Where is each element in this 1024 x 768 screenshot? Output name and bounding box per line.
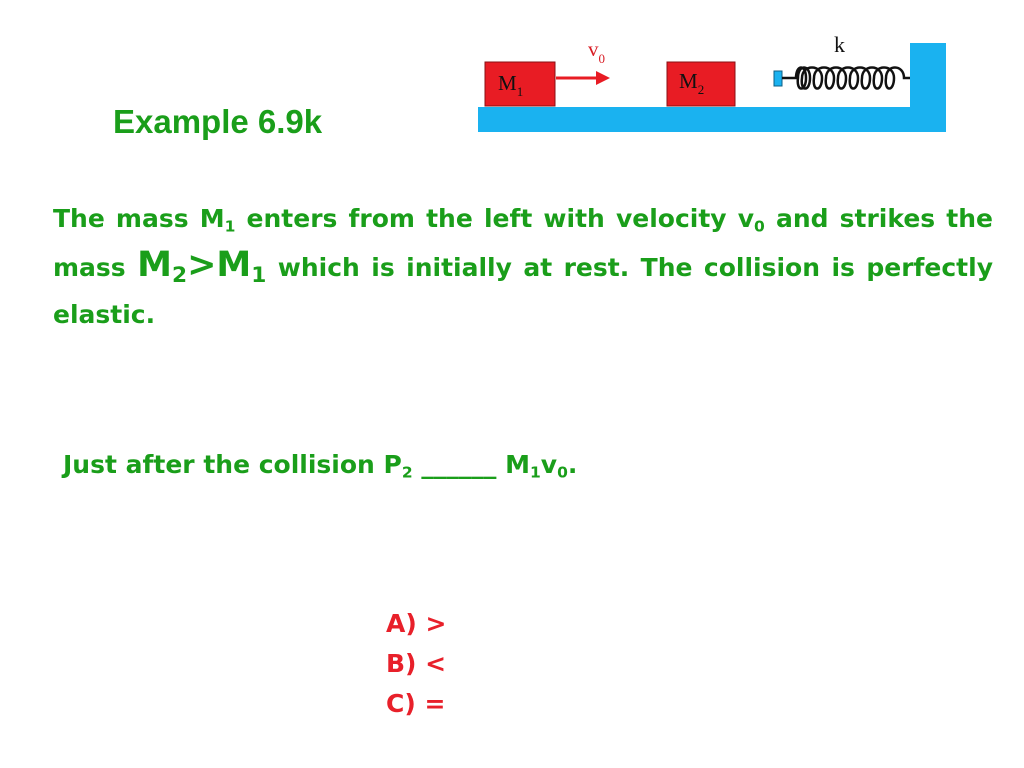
option-a[interactable]: A) > [386,609,447,638]
option-b[interactable]: B) < [386,649,447,678]
mass-1-label: $M_1$ [498,71,524,99]
velocity-arrowhead [596,71,610,85]
answer-options [386,604,446,724]
spring-end-cap [774,71,782,86]
collision-diagram [476,34,948,136]
mass-comparison: $M_2>M_1$ [137,245,267,289]
track [478,107,946,132]
question-text: Just after the collision $P_2$ ______ $M_1v_0$. [63,450,578,482]
velocity-label: $v_0$ [588,37,605,66]
spring-constant-label: k [834,34,845,57]
slide-title: Example 6.9k [113,103,323,140]
wall [910,43,946,132]
problem-statement: The mass $M_1$ enters from the left with velocity $v_0$ and strikes the mass $M_2>M_1$ which is initially at rest. The collision is perfectly elastic. [53,204,994,329]
spring [782,68,910,89]
option-c[interactable]: C) = [386,689,446,718]
mass-2-label: $M_2$ [679,69,705,97]
